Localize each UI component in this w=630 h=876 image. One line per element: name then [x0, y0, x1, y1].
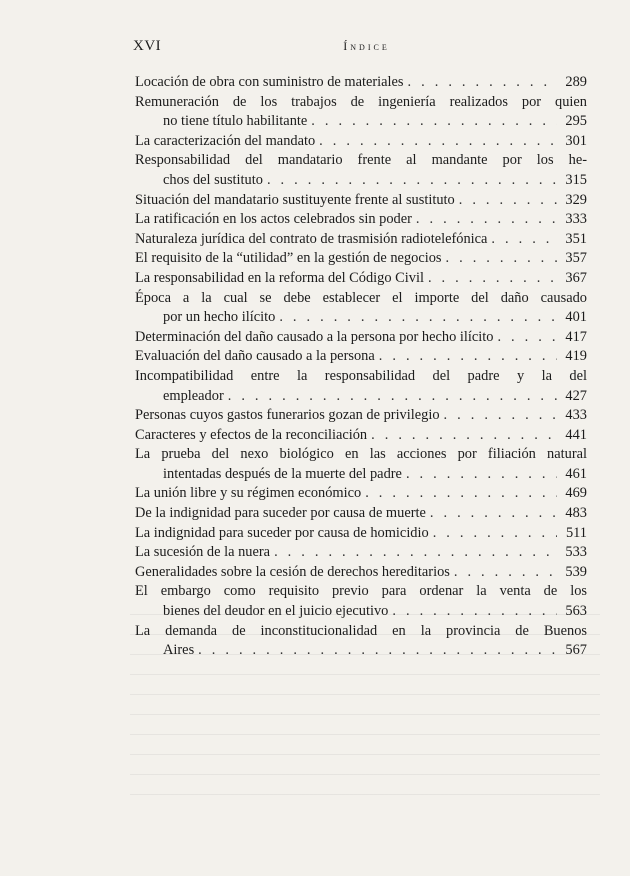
toc-entry-title: De la indignidad para suceder por causa de muerte [135, 505, 426, 522]
toc-entry-title: chos del sustituto [163, 171, 263, 188]
dot-leader [392, 602, 557, 622]
toc-page-number: 289 [565, 74, 587, 90]
toc-entry [135, 328, 587, 348]
dot-leader [406, 465, 557, 485]
dot-leader [274, 543, 557, 563]
toc-page-number: 461 [565, 465, 587, 482]
toc-entry-title: Responsabilidad del mandatario frente al mandante por los he- [135, 152, 587, 169]
toc-page-number: 315 [565, 171, 587, 188]
toc-entry [135, 289, 587, 328]
toc-page-number: 567 [565, 642, 587, 659]
dot-leader [319, 132, 557, 152]
page-number: XVI [133, 38, 162, 54]
toc-entry-title: La unión libre y su régimen económico [135, 485, 362, 502]
toc-page-number: 427 [565, 387, 587, 404]
dot-leader [491, 230, 557, 250]
dot-leader [433, 524, 557, 544]
toc-entry [135, 563, 587, 583]
toc-page-number: 419 [565, 348, 587, 365]
toc-entry-title: Generalidades sobre la cesión de derechos hereditarios [135, 563, 450, 580]
toc-page-number: 295 [565, 113, 587, 130]
toc-page-number: 351 [565, 230, 587, 247]
toc-entry-title: La indignidad para suceder por causa de homicidio [135, 524, 429, 541]
toc-entry [135, 347, 587, 367]
toc-entry-title: Naturaleza jurídica del contrato de trasmisión radiotelefónica [135, 230, 488, 247]
dot-leader [459, 191, 557, 211]
dot-leader [198, 641, 557, 661]
dot-leader [379, 347, 557, 367]
dot-leader [371, 426, 557, 446]
dot-leader [279, 308, 557, 328]
toc-entry-title: no tiene título habilitante [163, 113, 308, 130]
toc-entry [135, 249, 587, 269]
dot-leader [428, 269, 557, 289]
toc-entry [135, 191, 587, 211]
toc-entry-title: La demanda de inconstitucionalidad en la provincia de Buenos [135, 622, 587, 639]
toc-page-number: 367 [565, 269, 587, 286]
toc-entry-title: Locación de obra con suministro de materiales [135, 74, 404, 90]
toc-page-number: 329 [565, 191, 587, 208]
running-head: Índice [343, 39, 390, 53]
toc-page-number: 539 [565, 563, 587, 580]
toc-entry [135, 524, 587, 544]
toc-page-number: 441 [565, 426, 587, 443]
toc-entry [135, 426, 587, 446]
toc-page-number: 357 [565, 250, 587, 267]
toc-page-number: 401 [565, 309, 587, 326]
dot-leader [408, 73, 557, 93]
toc-entry-title: Personas cuyos gastos funerarios gozan de privilegio [135, 407, 440, 424]
toc-entry [135, 210, 587, 230]
dot-leader [267, 171, 557, 191]
toc-entry [135, 230, 587, 250]
dot-leader [497, 328, 557, 348]
toc-entry-title: Evaluación del daño causado a la persona [135, 348, 375, 365]
dot-leader [446, 249, 557, 269]
toc-entry [135, 622, 587, 661]
toc-entry [135, 367, 587, 406]
toc-entry-title: bienes del deudor en el juicio ejecutivo [163, 603, 389, 620]
toc-page-number: 301 [565, 132, 587, 149]
toc-entry [135, 93, 587, 132]
toc-page-number: 469 [565, 485, 587, 502]
toc-entry-title: La sucesión de la nuera [135, 544, 271, 561]
toc-page-number: 483 [565, 505, 587, 522]
toc-entry-title: El embargo como requisito previo para ordenar la venta de los [135, 583, 587, 600]
toc-entry [135, 73, 587, 93]
table-of-contents [135, 73, 587, 661]
toc-entry [135, 269, 587, 289]
toc-entry-title: La prueba del nexo biológico en las acciones por filiación natural [135, 446, 587, 463]
toc-entry-title: El requisito de la “utilidad” en la gestión de negocios [135, 250, 442, 267]
toc-entry-title: Época a la cual se debe establecer el importe del daño causado [135, 289, 587, 306]
dot-leader [444, 406, 557, 426]
dot-leader [228, 387, 557, 407]
toc-page-number: 563 [565, 603, 587, 620]
dot-leader [416, 210, 557, 230]
toc-entry-title: Aires [163, 642, 195, 659]
toc-entry [135, 132, 587, 152]
toc-entry [135, 484, 587, 504]
toc-entry-title: Caracteres y efectos de la reconciliación [135, 426, 368, 443]
toc-entry-title: Remuneración de los trabajos de ingeniería realizados por quien [135, 93, 587, 110]
toc-entry-title: Incompatibilidad entre la responsabilidad del padre y la del [135, 367, 587, 384]
toc-page-number: 433 [565, 407, 587, 424]
toc-page-number: 417 [565, 328, 587, 345]
toc-page-number: 511 [565, 524, 587, 541]
toc-entry [135, 445, 587, 484]
toc-entry [135, 504, 587, 524]
toc-entry-title: empleador [163, 387, 224, 404]
toc-entry [135, 151, 587, 190]
dot-leader [365, 484, 557, 504]
page-header [133, 38, 600, 58]
toc-entry-title: La ratificación en los actos celebrados sin poder [135, 211, 412, 228]
toc-entry-title: Determinación del daño causado a la persona por hecho ilícito [135, 328, 494, 345]
toc-entry [135, 406, 587, 426]
toc-entry-title: intentadas después de la muerte del padre [163, 465, 402, 482]
toc-entry-title: Situación del mandatario sustituyente frente al sustituto [135, 191, 455, 208]
dot-leader [430, 504, 557, 524]
toc-entry-title: La caracterización del mandato [135, 132, 316, 149]
dot-leader [454, 563, 557, 583]
toc-entry-title: por un hecho ilícito [163, 309, 276, 326]
toc-entry-title: La responsabilidad en la reforma del Código Civil [135, 269, 424, 286]
toc-page-number: 333 [565, 211, 587, 228]
toc-page-number: 533 [565, 544, 587, 561]
dot-leader [311, 112, 557, 132]
toc-entry [135, 543, 587, 563]
toc-entry [135, 582, 587, 621]
